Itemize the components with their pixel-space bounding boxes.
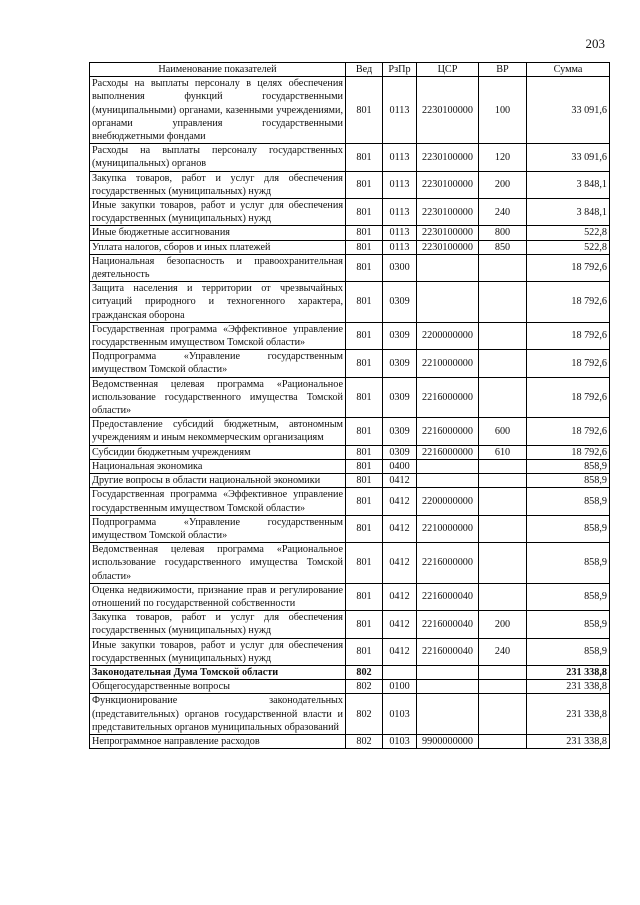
cell-rzpr: 0103: [383, 694, 417, 735]
cell-vr: [479, 488, 527, 515]
cell-vr: [479, 734, 527, 748]
cell-csr: 2230100000: [417, 77, 479, 144]
cell-name: Государственная программа «Эффективное управление государственным имуществом Томской области»: [90, 488, 346, 515]
cell-sum: 3 848,1: [527, 171, 610, 198]
cell-sum: 18 792,6: [527, 282, 610, 323]
cell-vr: [479, 254, 527, 281]
cell-csr: [417, 254, 479, 281]
cell-vr: [479, 583, 527, 610]
cell-sum: 18 792,6: [527, 445, 610, 459]
cell-name: Закупка товаров, работ и услуг для обеспечения государственных (муниципальных) нужд: [90, 611, 346, 638]
cell-sum: 18 792,6: [527, 254, 610, 281]
cell-csr: 2230100000: [417, 226, 479, 240]
cell-csr: 2230100000: [417, 171, 479, 198]
cell-ved: 801: [346, 418, 383, 445]
cell-csr: 2216000000: [417, 377, 479, 418]
budget-table: [89, 62, 610, 749]
header-name: Наименование показателей: [90, 63, 346, 77]
table-row: [90, 515, 610, 542]
cell-name: Уплата налогов, сборов и иных платежей: [90, 240, 346, 254]
cell-name: Национальная безопасность и правоохранительная деятельность: [90, 254, 346, 281]
cell-rzpr: 0103: [383, 734, 417, 748]
cell-rzpr: 0309: [383, 350, 417, 377]
table-row: [90, 226, 610, 240]
cell-ved: 802: [346, 665, 383, 679]
cell-name: Иные закупки товаров, работ и услуг для обеспечения государственных (муниципальных) нужд: [90, 638, 346, 665]
cell-name: Государственная программа «Эффективное управление государственным имуществом Томской области»: [90, 322, 346, 349]
cell-sum: 33 091,6: [527, 77, 610, 144]
cell-name: Иные бюджетные ассигнования: [90, 226, 346, 240]
cell-sum: 231 338,8: [527, 694, 610, 735]
cell-sum: 18 792,6: [527, 350, 610, 377]
cell-name: Непрограммное направление расходов: [90, 734, 346, 748]
cell-sum: 18 792,6: [527, 377, 610, 418]
cell-ved: 801: [346, 611, 383, 638]
cell-rzpr: 0309: [383, 282, 417, 323]
cell-sum: 858,9: [527, 515, 610, 542]
cell-name: Расходы на выплаты персоналу в целях обеспечения выполнения функций государственными (муниципальными) органами, казенными учреждениями, органами управления государственными внебюджетными фондами: [90, 77, 346, 144]
cell-name: Общегосударственные вопросы: [90, 680, 346, 694]
cell-name: Национальная экономика: [90, 459, 346, 473]
cell-ved: 801: [346, 445, 383, 459]
table-row: [90, 583, 610, 610]
header-vr: ВР: [479, 63, 527, 77]
table-row: [90, 377, 610, 418]
cell-rzpr: 0412: [383, 638, 417, 665]
cell-csr: 2230100000: [417, 240, 479, 254]
cell-vr: [479, 515, 527, 542]
cell-vr: [479, 474, 527, 488]
cell-name: Защита населения и территории от чрезвычайных ситуаций природного и техногенного характера, гражданская оборона: [90, 282, 346, 323]
cell-sum: 858,9: [527, 611, 610, 638]
cell-sum: 522,8: [527, 240, 610, 254]
cell-vr: [479, 459, 527, 473]
cell-rzpr: 0113: [383, 144, 417, 171]
cell-csr: 2216000040: [417, 611, 479, 638]
cell-sum: 522,8: [527, 226, 610, 240]
table-row: [90, 694, 610, 735]
cell-rzpr: 0100: [383, 680, 417, 694]
cell-rzpr: 0412: [383, 515, 417, 542]
cell-csr: 2200000000: [417, 488, 479, 515]
cell-name: Закупка товаров, работ и услуг для обеспечения государственных (муниципальных) нужд: [90, 171, 346, 198]
page-number: 203: [585, 36, 605, 51]
cell-sum: 33 091,6: [527, 144, 610, 171]
cell-rzpr: 0113: [383, 77, 417, 144]
cell-vr: 240: [479, 199, 527, 226]
cell-ved: 802: [346, 734, 383, 748]
cell-rzpr: 0412: [383, 611, 417, 638]
cell-rzpr: 0400: [383, 459, 417, 473]
cell-rzpr: 0113: [383, 240, 417, 254]
cell-ved: 801: [346, 171, 383, 198]
cell-rzpr: [383, 665, 417, 679]
cell-ved: 801: [346, 254, 383, 281]
cell-ved: 801: [346, 515, 383, 542]
cell-sum: 231 338,8: [527, 734, 610, 748]
cell-csr: 2216000000: [417, 418, 479, 445]
cell-sum: 231 338,8: [527, 680, 610, 694]
cell-vr: [479, 377, 527, 418]
cell-ved: 801: [346, 144, 383, 171]
cell-ved: 802: [346, 694, 383, 735]
cell-ved: 801: [346, 638, 383, 665]
cell-csr: [417, 459, 479, 473]
cell-name: Оценка недвижимости, признание прав и регулирование отношений по государственной собственности: [90, 583, 346, 610]
cell-rzpr: 0113: [383, 199, 417, 226]
cell-name: Ведомственная целевая программа «Рациональное использование государственного имущества Томской области»: [90, 377, 346, 418]
cell-name: Подпрограмма «Управление государственным имуществом Томской области»: [90, 350, 346, 377]
cell-ved: 801: [346, 226, 383, 240]
cell-sum: 18 792,6: [527, 418, 610, 445]
table-row: [90, 665, 610, 679]
table-row: [90, 543, 610, 584]
table-row: [90, 488, 610, 515]
table-row: [90, 418, 610, 445]
table-row: [90, 171, 610, 198]
table-row: [90, 445, 610, 459]
cell-sum: 858,9: [527, 488, 610, 515]
cell-csr: [417, 680, 479, 694]
cell-csr: 2210000000: [417, 515, 479, 542]
cell-rzpr: 0412: [383, 474, 417, 488]
cell-name: Подпрограмма «Управление государственным имуществом Томской области»: [90, 515, 346, 542]
cell-csr: 2216000000: [417, 543, 479, 584]
cell-sum: 858,9: [527, 459, 610, 473]
cell-name: Предоставление субсидий бюджетным, автономным учреждениям и иным некоммерческим организациям: [90, 418, 346, 445]
cell-name: Расходы на выплаты персоналу государственных (муниципальных) органов: [90, 144, 346, 171]
cell-vr: 600: [479, 418, 527, 445]
cell-sum: 858,9: [527, 474, 610, 488]
cell-csr: [417, 694, 479, 735]
cell-vr: [479, 322, 527, 349]
cell-csr: 2230100000: [417, 144, 479, 171]
cell-rzpr: 0309: [383, 377, 417, 418]
cell-ved: 801: [346, 322, 383, 349]
cell-rzpr: 0412: [383, 488, 417, 515]
cell-vr: 200: [479, 171, 527, 198]
cell-csr: 2210000000: [417, 350, 479, 377]
cell-ved: 801: [346, 583, 383, 610]
cell-rzpr: 0113: [383, 171, 417, 198]
cell-csr: 2230100000: [417, 199, 479, 226]
cell-vr: 610: [479, 445, 527, 459]
cell-vr: 800: [479, 226, 527, 240]
cell-rzpr: 0309: [383, 418, 417, 445]
cell-ved: 801: [346, 474, 383, 488]
cell-vr: 120: [479, 144, 527, 171]
cell-sum: 858,9: [527, 543, 610, 584]
cell-rzpr: 0309: [383, 445, 417, 459]
table-row: [90, 680, 610, 694]
cell-csr: [417, 282, 479, 323]
cell-sum: 3 848,1: [527, 199, 610, 226]
table-row: [90, 350, 610, 377]
cell-ved: 801: [346, 199, 383, 226]
cell-name: Субсидии бюджетным учреждениям: [90, 445, 346, 459]
cell-ved: 802: [346, 680, 383, 694]
cell-name: Иные закупки товаров, работ и услуг для обеспечения государственных (муниципальных) нужд: [90, 199, 346, 226]
cell-ved: 801: [346, 77, 383, 144]
cell-vr: 240: [479, 638, 527, 665]
cell-csr: 2216000000: [417, 445, 479, 459]
cell-vr: [479, 665, 527, 679]
table-row: [90, 611, 610, 638]
cell-csr: 9900000000: [417, 734, 479, 748]
cell-ved: 801: [346, 350, 383, 377]
cell-csr: 2216000040: [417, 583, 479, 610]
cell-rzpr: 0113: [383, 226, 417, 240]
table-row: [90, 459, 610, 473]
cell-ved: 801: [346, 488, 383, 515]
cell-name: Другие вопросы в области национальной экономики: [90, 474, 346, 488]
cell-sum: 18 792,6: [527, 322, 610, 349]
cell-vr: [479, 680, 527, 694]
cell-rzpr: 0300: [383, 254, 417, 281]
table-row: [90, 144, 610, 171]
cell-ved: 801: [346, 240, 383, 254]
table-row: [90, 282, 610, 323]
table-row: [90, 322, 610, 349]
cell-name: Ведомственная целевая программа «Рациональное использование государственного имущества Томской области»: [90, 543, 346, 584]
header-ved: Вед: [346, 63, 383, 77]
table-row: [90, 254, 610, 281]
cell-csr: [417, 474, 479, 488]
header-rzpr: РзПр: [383, 63, 417, 77]
cell-rzpr: 0412: [383, 543, 417, 584]
cell-csr: 2216000040: [417, 638, 479, 665]
cell-sum: 231 338,8: [527, 665, 610, 679]
cell-vr: [479, 282, 527, 323]
cell-vr: 200: [479, 611, 527, 638]
cell-ved: 801: [346, 282, 383, 323]
cell-ved: 801: [346, 543, 383, 584]
cell-name: Законодательная Дума Томской области: [90, 665, 346, 679]
table-row: [90, 734, 610, 748]
header-sum: Сумма: [527, 63, 610, 77]
table-row: [90, 77, 610, 144]
cell-sum: 858,9: [527, 638, 610, 665]
table-row: [90, 199, 610, 226]
cell-vr: 100: [479, 77, 527, 144]
cell-csr: [417, 665, 479, 679]
cell-ved: 801: [346, 377, 383, 418]
cell-vr: [479, 350, 527, 377]
table-body: [90, 77, 610, 749]
table-row: [90, 474, 610, 488]
cell-name: Функционирование законодательных (представительных) органов государственной власти и представительных органов муниципальных образований: [90, 694, 346, 735]
cell-vr: [479, 543, 527, 584]
header-csr: ЦСР: [417, 63, 479, 77]
cell-rzpr: 0309: [383, 322, 417, 349]
cell-vr: 850: [479, 240, 527, 254]
cell-csr: 2200000000: [417, 322, 479, 349]
cell-vr: [479, 694, 527, 735]
table-row: [90, 240, 610, 254]
table-header-row: [90, 63, 610, 77]
table-row: [90, 638, 610, 665]
cell-ved: 801: [346, 459, 383, 473]
cell-rzpr: 0412: [383, 583, 417, 610]
cell-sum: 858,9: [527, 583, 610, 610]
